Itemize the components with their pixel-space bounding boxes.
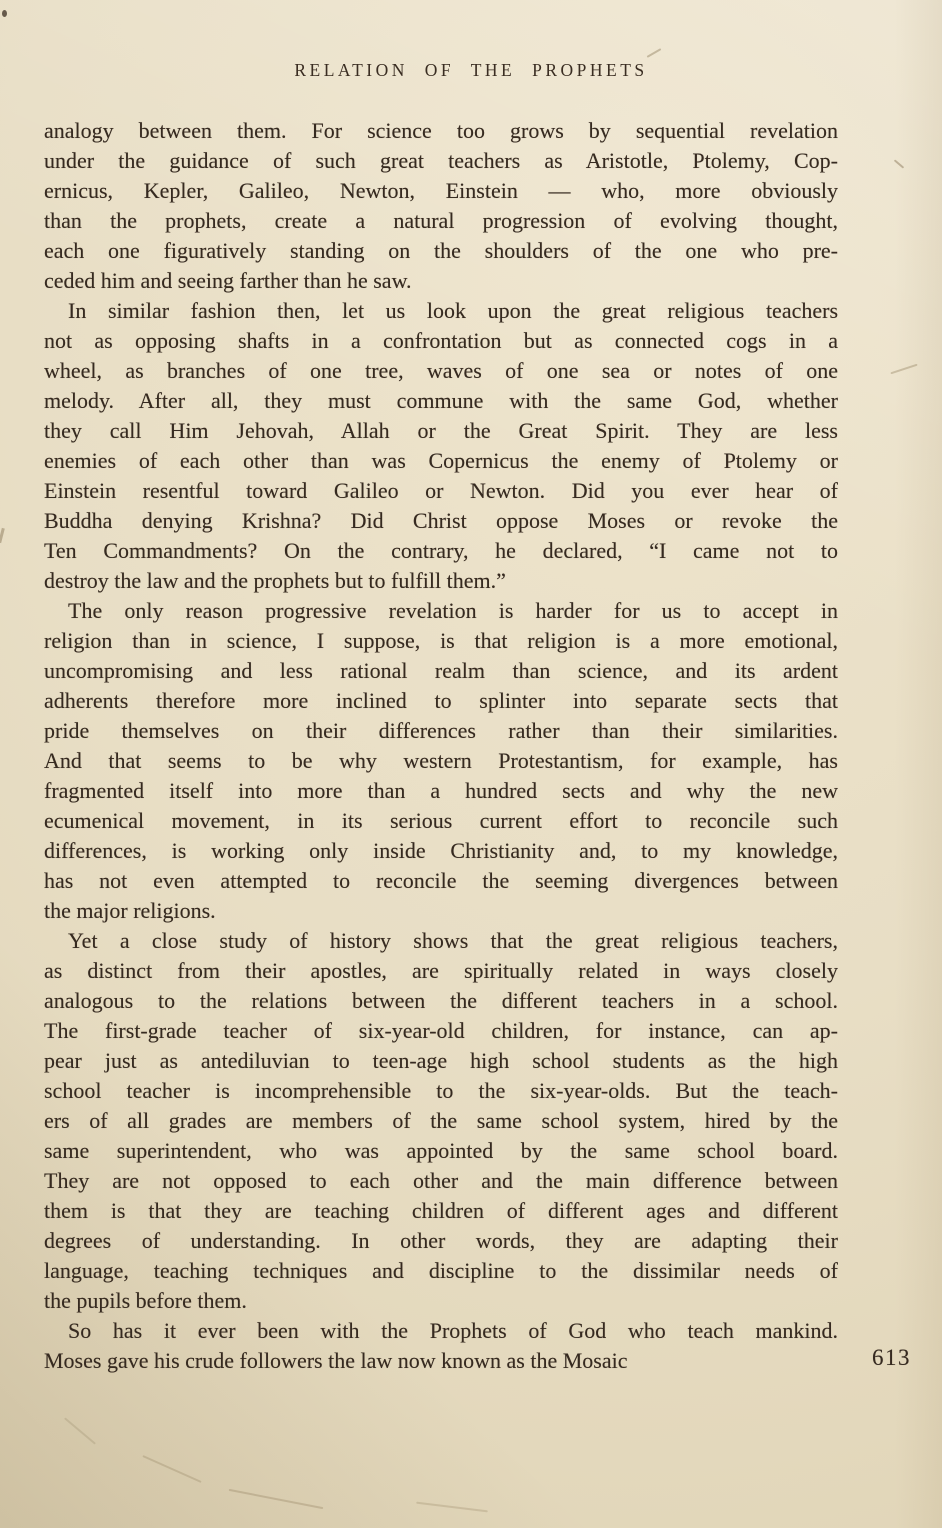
paper-scratch xyxy=(0,528,5,543)
text-line: the pupils before them. xyxy=(44,1288,247,1313)
text-line: differences, is working only inside Christianity and, to my knowledge, xyxy=(44,838,838,863)
text-line: not as opposing shafts in a confrontation but as connected cogs in a xyxy=(44,328,838,353)
text-line: They are not opposed to each other and the main difference between xyxy=(44,1168,838,1193)
text-line: Ten Commandments? On the contrary, he declared, “I came not to xyxy=(44,538,838,563)
paragraph xyxy=(44,926,838,1316)
text-line: Yet a close study of history shows that the great religious teachers, xyxy=(68,928,838,953)
paper-crease xyxy=(64,1417,96,1444)
paragraph xyxy=(44,596,838,926)
text-line: uncompromising and less rational realm than science, and its ardent xyxy=(44,658,838,683)
text-line: Buddha denying Krishna? Did Christ oppose Moses or revoke the xyxy=(44,508,838,533)
text-line: adherents therefore more inclined to splinter into separate sects that xyxy=(44,688,838,713)
paragraph xyxy=(44,296,838,596)
text-line: Moses gave his crude followers the law now known as the Mosaic xyxy=(44,1348,628,1373)
paper-scratch xyxy=(894,159,904,168)
paper-scratch xyxy=(890,364,917,375)
paper-speck xyxy=(2,10,7,17)
text-line: the major religions. xyxy=(44,898,216,923)
paper-crease xyxy=(229,1489,324,1509)
text-line: ecumenical movement, in its serious current effort to reconcile such xyxy=(44,808,838,833)
text-line: has not even attempted to reconcile the seeming divergences between xyxy=(44,868,838,893)
text-line: school teacher is incomprehensible to the six-year-olds. But the teach- xyxy=(44,1078,838,1103)
text-line: ernicus, Kepler, Galileo, Newton, Einstein — who, more obviously xyxy=(44,178,838,203)
text-line: The first-grade teacher of six-year-old children, for instance, can ap- xyxy=(44,1018,838,1043)
paragraph xyxy=(44,116,838,296)
text-line: fragmented itself into more than a hundred sects and why the new xyxy=(44,778,838,803)
text-line: destroy the law and the prophets but to fulfill them.” xyxy=(44,568,506,593)
text-line: And that seems to be why western Protestantism, for example, has xyxy=(44,748,838,773)
text-line: Einstein resentful toward Galileo or Newton. Did you ever hear of xyxy=(44,478,838,503)
running-header: RELATION OF THE PROPHETS xyxy=(294,60,648,80)
text-line: melody. After all, they must commune with the same God, whether xyxy=(44,388,838,413)
text-line: The only reason progressive revelation is harder for us to accept in xyxy=(68,598,838,623)
text-line: language, teaching techniques and discipline to the dissimilar needs of xyxy=(44,1258,838,1283)
text-line: In similar fashion then, let us look upon the great religious teachers xyxy=(68,298,838,323)
text-line: analogous to the relations between the different teachers in a school. xyxy=(44,988,838,1013)
text-line: ers of all grades are members of the same school system, hired by the xyxy=(44,1108,838,1133)
text-line: same superintendent, who was appointed by the same school board. xyxy=(44,1138,838,1163)
text-line: degrees of understanding. In other words, they are adapting their xyxy=(44,1228,838,1253)
page-number: 613 xyxy=(872,1345,911,1370)
text-line: than the prophets, create a natural progression of evolving thought, xyxy=(44,208,838,233)
body-text xyxy=(44,116,838,1376)
text-line: So has it ever been with the Prophets of God who teach mankind. xyxy=(68,1318,838,1343)
text-line: under the guidance of such great teachers as Aristotle, Ptolemy, Cop- xyxy=(44,148,838,173)
text-line: enemies of each other than was Copernicus the enemy of Ptolemy or xyxy=(44,448,838,473)
text-line: wheel, as branches of one tree, waves of one sea or notes of one xyxy=(44,358,838,383)
text-line: each one figuratively standing on the shoulders of the one who pre- xyxy=(44,238,838,263)
text-line: they call Him Jehovah, Allah or the Great Spirit. They are less xyxy=(44,418,838,443)
paper-crease xyxy=(416,1502,488,1513)
text-line: pride themselves on their differences rather than their similarities. xyxy=(44,718,838,743)
text-line: analogy between them. For science too grows by sequential revelation xyxy=(44,118,838,143)
text-line: ceded him and seeing farther than he saw. xyxy=(44,268,412,293)
text-line: as distinct from their apostles, are spiritually related in ways closely xyxy=(44,958,838,983)
text-line: religion than in science, I suppose, is that religion is a more emotional, xyxy=(44,628,838,653)
text-line: pear just as antediluvian to teen-age high school students as the high xyxy=(44,1048,838,1073)
paragraph xyxy=(44,1316,838,1376)
text-line: them is that they are teaching children of different ages and different xyxy=(44,1198,838,1223)
paper-crease xyxy=(142,1455,201,1483)
paper-scratch xyxy=(647,48,662,58)
